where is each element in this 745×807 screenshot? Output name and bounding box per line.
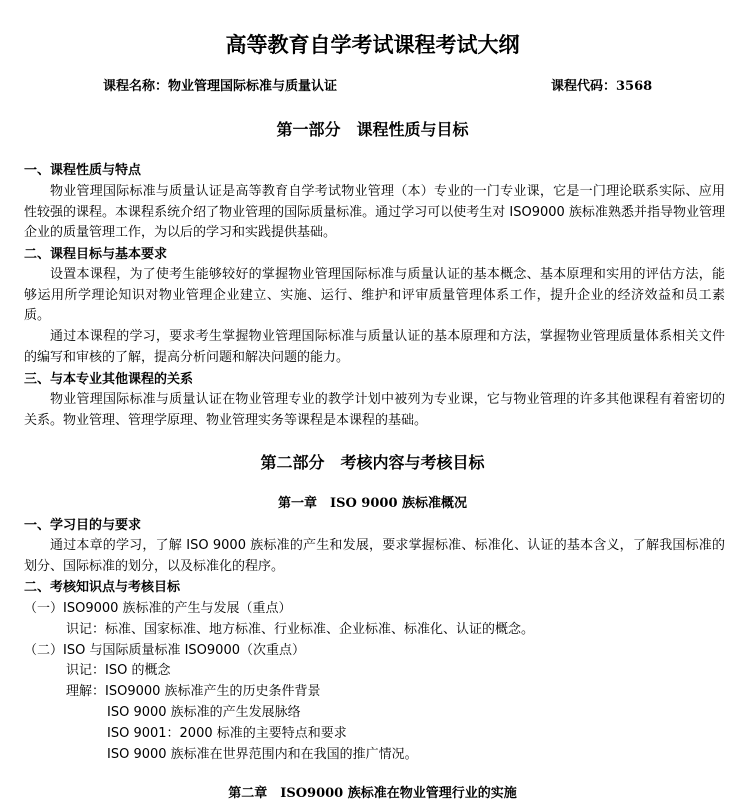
knowledge-point-2-understand: 理解：ISO9000 族标准产生的历史条件背景 (66, 684, 321, 699)
section-heading-goals: 二、课程目标与基本要求 (24, 247, 168, 262)
section-heading-learning-aims: 一、学习目的与要求 (24, 518, 142, 533)
section-heading-nature: 一、课程性质与特点 (24, 163, 142, 178)
knowledge-point-2-item-a: ISO 9000 族标准的产生发展脉络 (107, 705, 301, 720)
knowledge-point-2-memorize: 识记：ISO 的概念 (66, 663, 171, 678)
knowledge-point-2: （二）ISO 与国际质量标准 ISO9000（次重点） (24, 643, 305, 658)
section-heading-relations: 三、与本专业其他课程的关系 (24, 372, 194, 387)
chapter2-heading: 第二章 ISO9000 族标准在物业管理行业的实施 (228, 786, 517, 801)
paragraph-nature: 物业管理国际标准与质量认证是高等教育自学考试物业管理（本）专业的一门专业课，它是一门理论联系实际、应用性较强的课程。本课程系统介绍了物业管理的国际质量标准。通过学习可以使考生对 ISO9000 族标准熟悉并指导物业管理企业的质量管理工作，为以后的学习和实践提供基础。 (24, 184, 725, 241)
knowledge-point-2-item-b: ISO 9001：2000 标准的主要特点和要求 (107, 726, 347, 741)
document-title: 高等教育自学考试课程考试大纲 (225, 32, 520, 57)
part1-heading: 第一部分 课程性质与目标 (276, 120, 469, 139)
chapter1-heading: 第一章 ISO 9000 族标准概况 (277, 496, 468, 511)
knowledge-point-1-memorize: 识记：标准、国家标准、地方标准、行业标准、企业标准、标准化、认证的概念。 (66, 622, 535, 637)
paragraph-learning-aims: 通过本章的学习，了解 ISO 9000 族标准的产生和发展，要求掌握标准、标准化、认证的基本含义，了解我国标准的划分、国际标准的划分，以及标准化的程序。 (24, 538, 725, 574)
knowledge-point-1: （一）ISO9000 族标准的产生与发展（重点） (24, 601, 292, 616)
part2-heading: 第二部分 考核内容与考核目标 (260, 453, 485, 472)
section-heading-assessment: 二、考核知识点与考核目标 (24, 580, 181, 595)
course-code: 课程代码：3568 (551, 79, 653, 94)
paragraph-goals-2: 通过本课程的学习，要求考生掌握物业管理国际标准与质量认证的基本原理和方法，掌握物业管理质量体系相关文件的编写和审核的了解，提高分析问题和解决问题的能力。 (24, 329, 725, 365)
course-name: 课程名称：物业管理国际标准与质量认证 (103, 79, 338, 94)
paragraph-goals-1: 设置本课程，为了使考生能够较好的掌握物业管理国际标准与质量认证的基本概念、基本原理和实用的评估方法，能够运用所学理论知识对物业管理企业建立、实施、运行、维护和评审质量管理体系工作，提升企业的经济效益和员工素质。 (24, 267, 725, 324)
paragraph-relations: 物业管理国际标准与质量认证在物业管理专业的教学计划中被列为专业课，它与物业管理的许多其他课程有着密切的关系。物业管理、管理学原理、物业管理实务等课程是本课程的基础。 (24, 392, 725, 428)
knowledge-point-2-item-c: ISO 9000 族标准在世界范围内和在我国的推广情况。 (107, 747, 418, 762)
